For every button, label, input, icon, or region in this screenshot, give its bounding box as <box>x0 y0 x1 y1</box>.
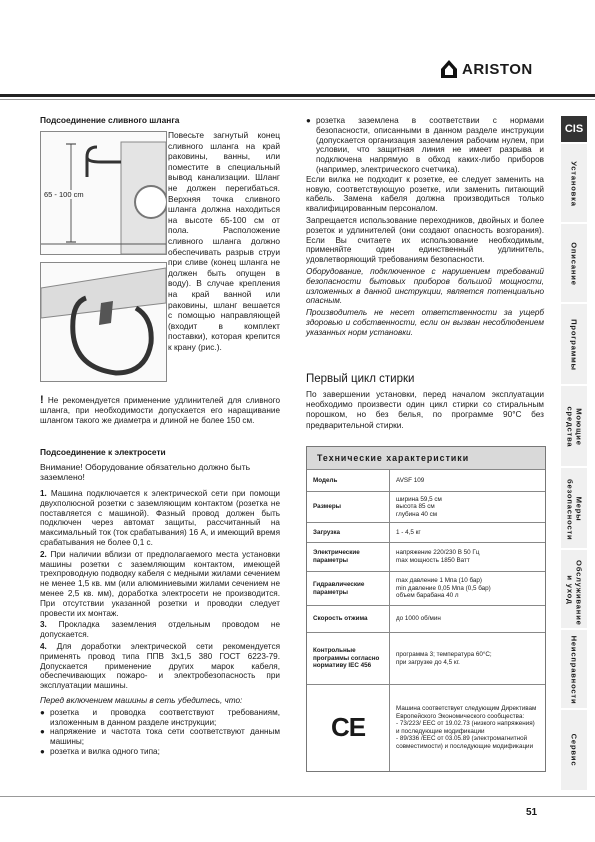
electric-section <box>40 448 280 483</box>
spec-table <box>307 469 545 771</box>
ce-text: Машина соответствует следующим Директивам Европейского Экономического сообщества: - 73/223/ EEC от 19.02.73 (низкого напряжения) и последующие модификации - 89/336 /EEC от 03.05.89 (электромагнитной совместимости) и последующие модификации <box>390 685 546 771</box>
ground-attention: Внимание! Оборудование обязательно должно быть заземлено! <box>40 461 251 483</box>
drain-text: Повесьте загнутый конец сливного шланга на край раковины, ванны, или поместите в специальный вывод канализации. Шланг не должен перегибаться. Верхняя точка сливного шланга должна находиться на высоте 65-100 см от пола. Расположение сливного шланга должно обеспечивать разрыв струи при сливе (конец шланга не должен быть опущен в воду). В случае крепления на край ванной или раковины, шланг вешается с помощью направляющей (входит в комплект поставки), которая крепится к крану (рис.). <box>168 130 280 352</box>
spec-row: Модель AVSF 109 <box>307 470 545 492</box>
header-rule <box>0 94 595 97</box>
spec-row: Загрузка 1 - 4,5 кг <box>307 523 545 543</box>
drain-height-figure <box>40 131 167 255</box>
spec-row: Контрольные программы согласно нормативу IEC 456 программа 3; температура 60°С; при загрузке до 4,5 кг. <box>307 633 545 685</box>
plug-paragraph: Если вилка не подходит к розетке, ее следует заменить на новую, соответствующую розетке, или заменить питающий кабель. Замена кабеля должна производиться только квалифицированным персоналом. <box>306 174 544 214</box>
spec-title: Технические характеристики <box>307 447 545 469</box>
spec-row: Размеры ширина 59,5 см высота 85 см глубина 40 см <box>307 492 545 523</box>
electric-steps <box>40 489 280 757</box>
footer-rule <box>0 796 595 797</box>
ground-bullet: ● розетка заземлена в соответствии с нормами безопасности, описанными в данном разделе инструкции (допускается организация заземления рабочим нулем, при условии, что защитная линия не имеет разрыва и подключена напрямую в обход каких-либо приборов (например, электрического счетчика). <box>306 116 544 174</box>
check-item: ● напряжение и частота тока сети соответствуют данным машины; <box>40 727 280 747</box>
step-1: 1. Машина подключается к электрической сети при помощи двухполюсной розетки с заземляющим контактом (розетка не поставляется с машиной). Фазный провод должен быть подключен через автомат защиты, рассчитанный на максимальный ток (ток срабатывания) 16 А, и имеющий время срабатывания не более 0,1 с. <box>40 489 280 547</box>
tab-mery[interactable]: Меры безопасности <box>561 466 587 550</box>
spec-row: Электрические параметры напряжение 220/230 В 50 Гц max мощность 1850 Ватт <box>307 543 545 572</box>
first-cycle-section <box>306 373 544 430</box>
tab-obsluzhivanie[interactable]: Обслуживание и уход <box>561 548 587 630</box>
spec-table-box <box>306 446 546 772</box>
check-item: ● розетка и проводка соответствуют требованиям, изложенным в данном разделе инструкции; <box>40 707 280 727</box>
check-intro: Перед включением машины в сеть убедитесь, что: <box>40 695 243 705</box>
hose-warning <box>40 396 280 425</box>
check-item: ● розетка и вилка одного типа; <box>40 746 160 756</box>
step-3: 3. Прокладка заземления отдельным проводом не допускается. <box>40 620 280 640</box>
right-column <box>306 116 544 340</box>
hose-guide-illustration <box>41 263 166 381</box>
first-cycle-text: По завершении установки, перед началом эксплуатации необходимо произвести один цикл стирки со стиральным порошком, но без белья, по программе 90°C без предварительной стирки. <box>306 389 544 430</box>
left-column <box>40 116 280 126</box>
spec-row-ce <box>307 685 545 771</box>
danger-paragraph: Оборудование, подключенное с нарушением требований безопасности бытовых приборов большой мощности, изложенных в данной инструкции, является потенциально опасным. <box>306 266 544 306</box>
ariston-logo <box>440 58 533 80</box>
step-4: 4. Для доработки электрической сети рекомендуется применять провод типа ППВ 3х1,5 380 ГОСТ 6223-79. Допускается применение других марок кабеля, обеспечивающих пожаро- и электробезопасность при эксплуатации машины. <box>40 641 280 691</box>
adapter-paragraph: Запрещается использование переходников, двойных и более розеток и удлинителей (они создают опасность возгорания). Если Вы считаете их использование необходимым, применяйте один единственный удлинитель, удовлетворяющий требованиям безопасности. <box>306 215 544 265</box>
tab-ustanovka[interactable]: Установка <box>561 142 587 224</box>
ariston-emblem-icon <box>440 59 458 79</box>
header-rule-thin <box>0 99 595 100</box>
tab-neispravnosti[interactable]: Неисправности <box>561 628 587 710</box>
spec-row: Гидравлические параметры max давление 1 Мпа (10 бар) min давление 0,05 Мпа (0,5 бар) объем барабана 40 л <box>307 572 545 606</box>
first-cycle-title: Первый цикл стирки <box>306 373 415 385</box>
tab-opisanie[interactable]: Описание <box>561 222 587 304</box>
tab-programmy[interactable]: Программы <box>561 302 587 386</box>
warning-icon: ! <box>40 394 44 406</box>
spec-row: Скорость отжима до 1000 об/мин <box>307 606 545 633</box>
hose-guide-figure <box>40 262 167 382</box>
tab-servis[interactable]: Сервис <box>561 708 587 790</box>
step-2: 2. При наличии вблизи от предполагаемого места установки машины розетки с заземляющим контактом, имеющей трехпроводную подводку кабеля с медными жилами сечением не менее 1,5 кв. мм (или алюминиевыми жилами сечением не менее 2,5 кв. мм), доработка электросети не производится. При отсутствии указанной розетки и проводки следует провести их монтаж. <box>40 549 281 618</box>
ce-mark: CE <box>307 685 390 771</box>
brand-name: ARISTON <box>462 60 533 78</box>
liability-paragraph: Производитель не несет ответственности за ущерб здоровью и собственности, если он вызван несоблюдением указанных норм установки. <box>306 308 544 337</box>
height-label: 65 - 100 cm <box>44 190 84 199</box>
drain-section-title: Подсоединение сливного шланга <box>40 115 180 125</box>
tab-cis[interactable]: CIS <box>561 116 587 142</box>
electric-section-title: Подсоединение к электросети <box>40 447 166 457</box>
hose-warning-text: Не рекомендуется применение удлинителей для сливного шланга, при необходимости допускается его наращивание шлангом такого же диаметра и длиной не более 150 см. <box>40 396 280 425</box>
tab-moyushchie[interactable]: Моющие средства <box>561 384 587 468</box>
page-number: 51 <box>526 807 538 818</box>
